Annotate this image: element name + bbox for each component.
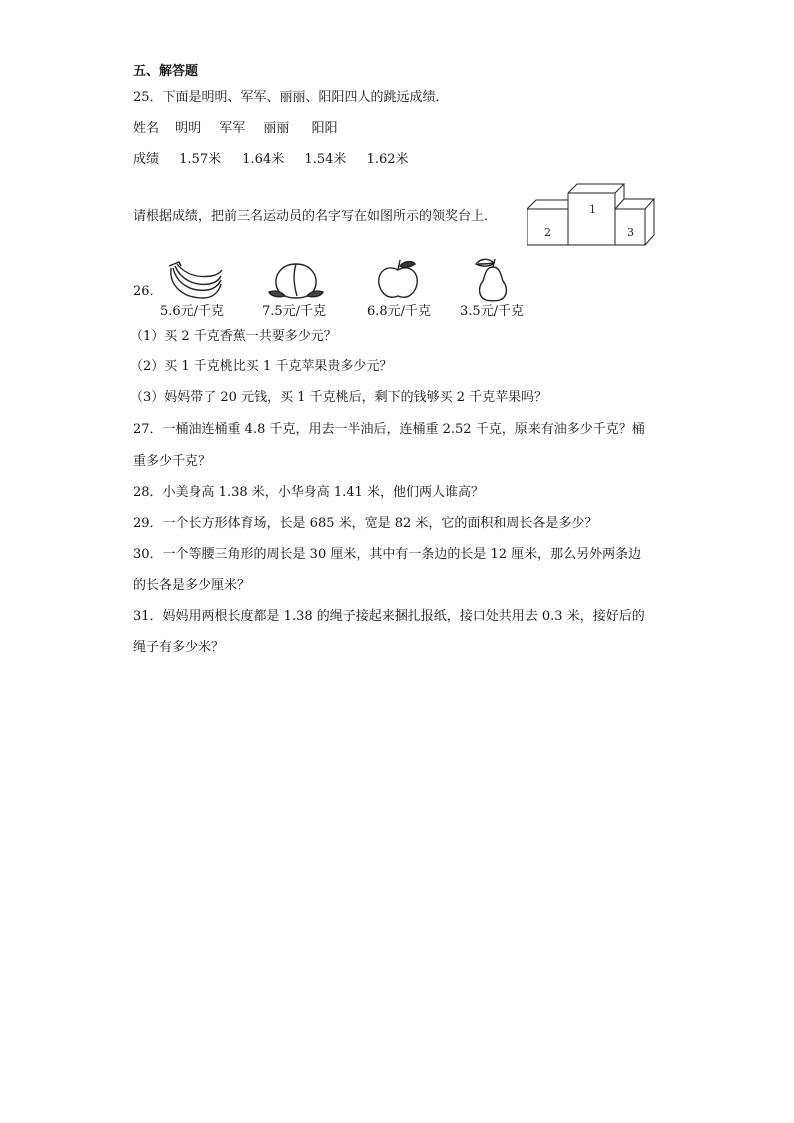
apple-icon	[373, 258, 423, 302]
name-mingming: 明明	[175, 121, 202, 136]
podium-label-1: 1	[589, 203, 596, 216]
name-yangyang: 阳阳	[311, 121, 338, 136]
name-header: 姓名	[133, 121, 160, 136]
q30-line1: 30．一个等腰三角形的周长是 30 厘米，其中有一条边的长是 12 厘米，那么另外两条边	[133, 547, 642, 562]
banana-icon	[165, 258, 225, 302]
banana-price: 5.6元/千克	[160, 304, 225, 319]
peach-icon	[267, 258, 325, 302]
q28-text: 28．小美身高 1.38 米，小华身高 1.41 米，他们两人谁高？	[133, 485, 484, 500]
apple-price: 6.8元/千克	[367, 304, 432, 319]
score-junjun: 1.64米	[242, 152, 285, 167]
q25-name-row	[133, 120, 352, 138]
q26-number: 26．	[133, 284, 163, 299]
section-title: 五、解答题	[133, 64, 199, 79]
q30-line2: 的长各是多少厘米？	[133, 578, 251, 593]
podium-label-3: 3	[627, 226, 634, 239]
q27-line1: 27．一桶油连桶重 4.8 千克，用去一半油后，连桶重 2.52 千克，原来有油多少千克？桶	[133, 422, 645, 437]
pear-icon	[470, 255, 516, 303]
q26-sub3: （3）妈妈带了 20 元钱，买 1 千克桃后，剩下的钱够买 2 千克苹果吗？	[130, 390, 548, 405]
score-lili: 1.54米	[304, 152, 347, 167]
podium-label-2: 2	[544, 226, 551, 239]
q31-line2: 绳子有多少米？	[133, 640, 225, 655]
q27-line2: 重多少千克？	[133, 454, 212, 469]
q29-text: 29．一个长方形体育场，长是 685 米，宽是 82 米，它的面积和周长各是多少？	[133, 516, 598, 531]
name-junjun: 军军	[219, 121, 246, 136]
score-yangyang: 1.62米	[366, 152, 409, 167]
podium-diagram	[527, 181, 657, 251]
q25-score-row	[133, 151, 425, 169]
peach-price: 7.5元/千克	[262, 304, 327, 319]
q26-sub2: （2）买 1 千克桃比买 1 千克苹果贵多少元？	[130, 359, 393, 374]
name-lili: 丽丽	[263, 121, 290, 136]
pear-price: 3.5元/千克	[460, 304, 525, 319]
q26-sub1: （1）买 2 千克香蕉一共要多少元？	[130, 329, 337, 344]
q31-line1: 31．妈妈用两根长度都是 1.38 的绳子接起来捆扎报纸，接口处共用去 0.3 米，接好后的	[133, 609, 645, 624]
score-header: 成绩	[133, 152, 160, 167]
score-mingming: 1.57米	[179, 152, 222, 167]
q25-text: 25．下面是明明、军军、丽丽、阳阳四人的跳远成绩．	[133, 90, 449, 105]
q25-instruction: 请根据成绩，把前三名运动员的名字写在如图所示的领奖台上．	[133, 209, 498, 224]
